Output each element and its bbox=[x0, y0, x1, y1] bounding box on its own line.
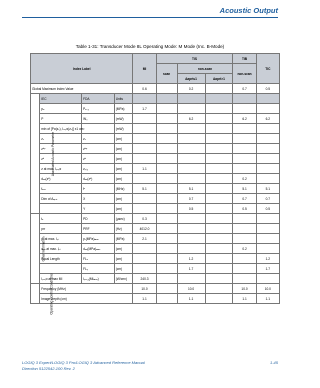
value-cell bbox=[256, 224, 279, 234]
unit-cell: (MHz) bbox=[114, 184, 133, 194]
value-cell: 0.7 bbox=[233, 194, 256, 204]
iec-cell: z at max. Iₚₐ,α bbox=[40, 164, 82, 174]
table-row bbox=[31, 104, 280, 114]
fda-cell: zᵇ bbox=[82, 154, 115, 164]
value-cell bbox=[205, 144, 233, 154]
unit-cell: (MPa) bbox=[114, 234, 133, 244]
iec-cell: zₛ bbox=[40, 134, 82, 144]
value-cell: 240.3 bbox=[133, 274, 156, 284]
table-row bbox=[31, 174, 280, 184]
tib-header: TIB bbox=[233, 54, 256, 64]
value-cell bbox=[177, 224, 205, 234]
unit-cell: (W/cm²) bbox=[114, 274, 133, 284]
iec-cell: fₐᵤₓ bbox=[40, 184, 82, 194]
global-val: 0.7 bbox=[233, 84, 256, 94]
unit-cell: (MPa) bbox=[114, 104, 133, 114]
value-cell: 4012.0 bbox=[133, 224, 156, 234]
value-cell: 6.2 bbox=[233, 114, 256, 124]
value-cell bbox=[156, 244, 177, 254]
value-cell bbox=[177, 124, 205, 134]
value-cell bbox=[233, 144, 256, 154]
value-cell: 1.1 bbox=[256, 294, 279, 304]
value-cell bbox=[133, 124, 156, 134]
header-rule bbox=[22, 17, 278, 18]
fda-cell: dₑₙ(zᵇ) bbox=[82, 174, 115, 184]
value-cell bbox=[205, 274, 233, 284]
value-cell bbox=[156, 134, 177, 144]
value-cell bbox=[233, 164, 256, 174]
unit-cell: (mW) bbox=[114, 124, 133, 134]
fda-cell: Y bbox=[82, 204, 115, 214]
value-cell bbox=[156, 154, 177, 164]
unit-cell: (cm) bbox=[114, 164, 133, 174]
value-cell: 0.2 bbox=[233, 174, 256, 184]
value-cell bbox=[205, 234, 233, 244]
group-label: Associated Acoustic Parameter bbox=[51, 131, 56, 176]
unit-cell: (mW) bbox=[114, 114, 133, 124]
iec-cell: Dim of Aₐₚᵣₜ bbox=[40, 194, 82, 204]
value-cell bbox=[156, 264, 177, 274]
fda-cell: X bbox=[82, 194, 115, 204]
unit-cell: (cm) bbox=[114, 254, 133, 264]
footer-direction: Direction 5122542-100 Rev. 2 bbox=[22, 366, 75, 371]
table-row bbox=[31, 144, 280, 154]
fda-cell: Iₚₐ,₃(MIₘₐₓ) bbox=[82, 274, 115, 284]
value-cell: 1.7 bbox=[133, 104, 156, 114]
value-cell bbox=[233, 124, 256, 134]
value-cell bbox=[133, 264, 156, 274]
unit-cell: (cm) bbox=[114, 244, 133, 254]
unit-cell: (µsec) bbox=[114, 214, 133, 224]
global-val: 0.2 bbox=[177, 84, 205, 94]
table-row bbox=[31, 284, 280, 294]
value-cell bbox=[133, 144, 156, 154]
table-caption: Table 1-31: Transducer Mode 8L Operating Mode: M Mode (Inc. B-Mode) bbox=[75, 44, 225, 49]
tib-nonscan-header: non-scan bbox=[233, 64, 256, 84]
value-cell bbox=[156, 254, 177, 264]
value-cell bbox=[177, 214, 205, 224]
value-cell bbox=[256, 244, 279, 254]
unit-cell: (cm) bbox=[114, 174, 133, 184]
value-cell bbox=[133, 194, 156, 204]
value-cell bbox=[133, 154, 156, 164]
iec-cell bbox=[40, 204, 82, 214]
value-cell: 10.0 bbox=[177, 284, 205, 294]
aaprt-le1-header: Aaprt≤1 bbox=[177, 74, 205, 84]
table-row bbox=[31, 274, 280, 284]
value-cell bbox=[205, 204, 233, 214]
aaprt-gt1-header: Aaprt>1 bbox=[205, 74, 233, 84]
value-cell bbox=[156, 194, 177, 204]
group-label: Operating Control Conditions bbox=[49, 272, 54, 315]
value-cell: 5.1 bbox=[133, 184, 156, 194]
value-cell bbox=[133, 254, 156, 264]
value-cell bbox=[177, 134, 205, 144]
unit-cell: (cm) bbox=[114, 134, 133, 144]
value-cell bbox=[233, 234, 256, 244]
page-number: 1-45 bbox=[269, 360, 278, 365]
value-cell bbox=[256, 214, 279, 224]
value-cell bbox=[205, 114, 233, 124]
table-row bbox=[31, 224, 280, 234]
mi-header: MI bbox=[133, 54, 156, 84]
fda-cell: FLᵧ bbox=[82, 264, 115, 274]
tis-header: TIS bbox=[156, 54, 233, 64]
value-cell: 1.1 bbox=[133, 294, 156, 304]
value-cell: 5.1 bbox=[233, 184, 256, 194]
fda-cell: zₚᵢ₄ bbox=[82, 164, 115, 174]
value-cell: 0.3 bbox=[133, 214, 156, 224]
value-cell bbox=[177, 164, 205, 174]
group-label: Other Information bbox=[41, 236, 46, 261]
value-cell bbox=[156, 274, 177, 284]
value-cell bbox=[205, 294, 233, 304]
nonscan-header: non-scan bbox=[177, 64, 233, 74]
fda-cell: W₀ bbox=[82, 114, 115, 124]
value-cell bbox=[233, 134, 256, 144]
iec-cell bbox=[40, 264, 82, 274]
value-cell bbox=[156, 234, 177, 244]
unit-cell: (cm) bbox=[114, 154, 133, 164]
global-max-label: Global Maximum Index Value bbox=[31, 84, 133, 94]
value-cell bbox=[156, 224, 177, 234]
table-row bbox=[31, 294, 280, 304]
value-cell bbox=[205, 184, 233, 194]
value-cell: 6.2 bbox=[256, 114, 279, 124]
value-cell bbox=[177, 244, 205, 254]
table-row bbox=[31, 164, 280, 174]
unit-cell: (cm) bbox=[114, 194, 133, 204]
value-cell bbox=[133, 114, 156, 124]
value-cell: 10.0 bbox=[233, 284, 256, 294]
value-cell bbox=[133, 204, 156, 214]
value-cell bbox=[233, 254, 256, 264]
value-cell bbox=[133, 244, 156, 254]
global-val bbox=[156, 84, 177, 94]
value-cell bbox=[256, 134, 279, 144]
value-cell bbox=[256, 144, 279, 154]
table-row bbox=[31, 234, 280, 244]
iec-cell: P bbox=[40, 114, 82, 124]
value-cell: 2.1 bbox=[133, 234, 156, 244]
value-cell: 5.1 bbox=[256, 184, 279, 194]
value-cell bbox=[177, 144, 205, 154]
value-cell bbox=[133, 174, 156, 184]
table-row bbox=[31, 154, 280, 164]
fda-cell: FLₓ bbox=[82, 254, 115, 264]
global-val: 0.6 bbox=[133, 84, 156, 94]
value-cell bbox=[256, 104, 279, 114]
value-cell: 1.2 bbox=[177, 254, 205, 264]
value-cell bbox=[156, 184, 177, 194]
global-val: 0.5 bbox=[256, 84, 279, 94]
value-cell bbox=[177, 154, 205, 164]
fda-cell: fᶜ bbox=[82, 184, 115, 194]
unit-cell: (cm) bbox=[114, 264, 133, 274]
op-label-cell: Frequency (MHz) bbox=[40, 284, 133, 294]
value-cell: 1.7 bbox=[256, 264, 279, 274]
value-cell bbox=[177, 274, 205, 284]
iec-cell: tₑ bbox=[40, 214, 82, 224]
value-cell bbox=[256, 154, 279, 164]
group-other-information bbox=[31, 214, 46, 284]
value-cell bbox=[156, 284, 177, 294]
value-cell bbox=[205, 264, 233, 274]
col-fda-header: FDA bbox=[82, 94, 115, 104]
iec-cell: dₑₙ(zᵇ) bbox=[40, 174, 82, 184]
value-cell bbox=[205, 244, 233, 254]
value-cell: 6.2 bbox=[177, 114, 205, 124]
value-cell bbox=[256, 234, 279, 244]
col-units-header: Units bbox=[114, 94, 133, 104]
unit-cell: (cm) bbox=[114, 144, 133, 154]
value-cell bbox=[156, 164, 177, 174]
iec-cell: Iₚₐ,α at max MI bbox=[40, 274, 82, 284]
index-label-header: Index Label bbox=[31, 54, 133, 84]
value-cell bbox=[205, 164, 233, 174]
value-cell bbox=[156, 204, 177, 214]
table-row bbox=[31, 184, 280, 194]
op-label-cell: Image Depth (cm) bbox=[40, 294, 133, 304]
value-cell bbox=[233, 154, 256, 164]
table-row bbox=[31, 194, 280, 204]
value-cell bbox=[205, 284, 233, 294]
iec-cell: min of [Pα(zₛ), Iₜₐ,α(zₛ)] x1 cm² bbox=[40, 124, 82, 134]
table-row bbox=[31, 124, 280, 134]
fda-cell: PD bbox=[82, 214, 115, 224]
value-cell bbox=[205, 194, 233, 204]
value-cell bbox=[156, 114, 177, 124]
value-cell bbox=[156, 104, 177, 114]
value-cell bbox=[177, 174, 205, 184]
value-cell bbox=[156, 214, 177, 224]
value-cell bbox=[205, 174, 233, 184]
iec-cell: dₑₙ at max. Iₚᵢ bbox=[40, 244, 82, 254]
value-cell: 1.2 bbox=[256, 254, 279, 264]
value-cell: 0.5 bbox=[177, 204, 205, 214]
value-cell bbox=[256, 174, 279, 184]
value-cell bbox=[205, 134, 233, 144]
value-cell: 0.7 bbox=[256, 194, 279, 204]
value-cell bbox=[156, 124, 177, 134]
section-title: Acoustic Output bbox=[219, 6, 278, 15]
value-cell: 1.7 bbox=[177, 264, 205, 274]
fda-cell bbox=[82, 124, 115, 134]
value-cell bbox=[133, 134, 156, 144]
value-cell: 10.0 bbox=[133, 284, 156, 294]
value-cell bbox=[177, 104, 205, 114]
footer bbox=[22, 360, 145, 372]
value-cell: 5.1 bbox=[177, 184, 205, 194]
table-row bbox=[31, 264, 280, 274]
unit-cell: (Hz) bbox=[114, 224, 133, 234]
unit-cell: (cm) bbox=[114, 204, 133, 214]
table-row bbox=[31, 254, 280, 264]
iec-cell: prr bbox=[40, 224, 82, 234]
value-cell: 1.1 bbox=[177, 294, 205, 304]
value-cell bbox=[177, 234, 205, 244]
footer-manual-title: LOGIQ 3 Expert/LOGIQ 3 Pro/LOGIQ 3 Advanced Reference Manual bbox=[22, 360, 145, 365]
iec-cell: zᵇᵖ bbox=[40, 144, 82, 154]
value-cell bbox=[256, 274, 279, 284]
fda-cell: dₑₙ(MPa)ₘₐₓ bbox=[82, 244, 115, 254]
value-cell bbox=[205, 104, 233, 114]
acoustic-output-table bbox=[30, 53, 280, 315]
value-cell: 1.1 bbox=[233, 294, 256, 304]
tic-header: TIC bbox=[256, 54, 279, 84]
value-cell: 1.1 bbox=[133, 164, 156, 174]
value-cell bbox=[233, 214, 256, 224]
value-cell: 0.5 bbox=[256, 204, 279, 214]
global-val bbox=[205, 84, 233, 94]
table-row bbox=[31, 114, 280, 124]
value-cell: 0.7 bbox=[177, 194, 205, 204]
fda-cell: pᵣ(MPa)ₘₐₓ bbox=[82, 234, 115, 244]
value-cell: 0.5 bbox=[233, 204, 256, 214]
value-cell bbox=[233, 264, 256, 274]
fda-cell: zᵇᵖ bbox=[82, 144, 115, 154]
value-cell bbox=[156, 144, 177, 154]
iec-cell: pᵣ at max. Iₚᵢ bbox=[40, 234, 82, 244]
value-cell bbox=[205, 214, 233, 224]
value-cell bbox=[205, 124, 233, 134]
value-cell bbox=[156, 174, 177, 184]
value-cell bbox=[233, 104, 256, 114]
value-cell bbox=[256, 164, 279, 174]
value-cell bbox=[205, 154, 233, 164]
table-row bbox=[31, 134, 280, 144]
value-cell bbox=[233, 224, 256, 234]
iec-cell: pₐ bbox=[40, 104, 82, 114]
scan-header: scan bbox=[156, 64, 177, 84]
value-cell bbox=[156, 294, 177, 304]
value-cell: 10.0 bbox=[256, 284, 279, 294]
table-row bbox=[31, 244, 280, 254]
value-cell bbox=[233, 274, 256, 284]
fda-cell: PRF bbox=[82, 224, 115, 234]
fda-cell: zₛ bbox=[82, 134, 115, 144]
table-row bbox=[31, 214, 280, 224]
value-cell bbox=[256, 124, 279, 134]
value-cell: 0.2 bbox=[233, 244, 256, 254]
iec-cell: Focal Length bbox=[40, 254, 82, 264]
fda-cell: Pₙ.₃ bbox=[82, 104, 115, 114]
value-cell bbox=[205, 224, 233, 234]
value-cell bbox=[205, 254, 233, 264]
iec-cell: zᵇ bbox=[40, 154, 82, 164]
table-row bbox=[31, 204, 280, 214]
col-iec-header: IEC bbox=[40, 94, 82, 104]
